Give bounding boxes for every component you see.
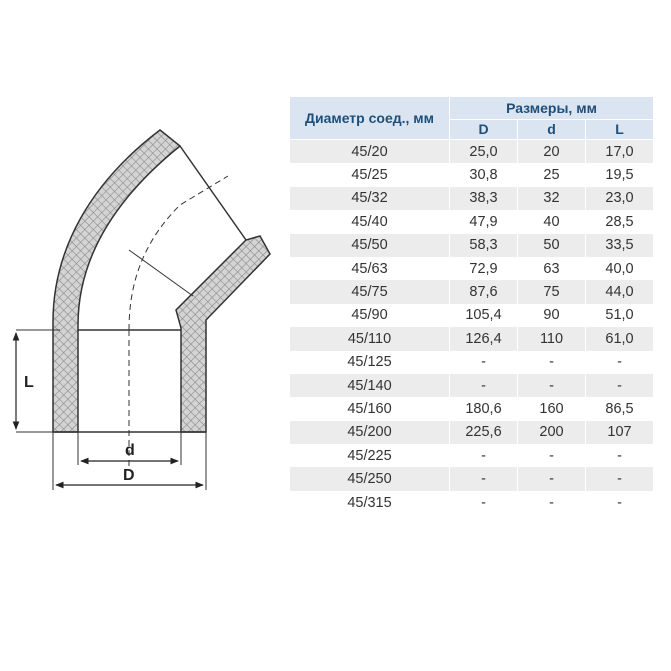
dimensions-table-wrap xyxy=(289,96,653,514)
cell-d: - xyxy=(518,374,586,397)
cell-L: 23,0 xyxy=(586,187,654,210)
cell-diameter: 45/225 xyxy=(290,444,450,467)
cell-L: - xyxy=(586,351,654,374)
cell-d: 90 xyxy=(518,304,586,327)
cell-L: - xyxy=(586,374,654,397)
dimensions-table xyxy=(289,96,654,514)
table-row xyxy=(290,140,654,164)
cell-d: 20 xyxy=(518,140,586,164)
cell-D: - xyxy=(450,444,518,467)
cell-diameter: 45/110 xyxy=(290,327,450,350)
cell-d: 25 xyxy=(518,163,586,186)
cell-D: 105,4 xyxy=(450,304,518,327)
cell-D: 87,6 xyxy=(450,280,518,303)
cell-diameter: 45/160 xyxy=(290,397,450,420)
cell-diameter: 45/200 xyxy=(290,421,450,444)
cell-D: - xyxy=(450,491,518,514)
table-row xyxy=(290,351,654,374)
cell-d: - xyxy=(518,467,586,490)
cell-L: 51,0 xyxy=(586,304,654,327)
cell-diameter: 45/32 xyxy=(290,187,450,210)
cell-D: - xyxy=(450,374,518,397)
table-row xyxy=(290,374,654,397)
cell-D: 58,3 xyxy=(450,234,518,257)
table-row xyxy=(290,280,654,303)
cell-d: 40 xyxy=(518,210,586,233)
cell-L: - xyxy=(586,444,654,467)
cell-d: 75 xyxy=(518,280,586,303)
table-row xyxy=(290,210,654,233)
cell-D: 72,9 xyxy=(450,257,518,280)
cell-D: 47,9 xyxy=(450,210,518,233)
cell-D: 30,8 xyxy=(450,163,518,186)
cell-diameter: 45/40 xyxy=(290,210,450,233)
table-row xyxy=(290,467,654,490)
cell-D: - xyxy=(450,351,518,374)
cell-d: 32 xyxy=(518,187,586,210)
header-sizes: Размеры, мм xyxy=(450,97,654,120)
cell-D: - xyxy=(450,467,518,490)
cell-L: 19,5 xyxy=(586,163,654,186)
table-row xyxy=(290,421,654,444)
header-col-d: d xyxy=(518,120,586,140)
header-col-D: D xyxy=(450,120,518,140)
cell-D: 225,6 xyxy=(450,421,518,444)
cell-L: 28,5 xyxy=(586,210,654,233)
cell-L: 33,5 xyxy=(586,234,654,257)
cell-D: 180,6 xyxy=(450,397,518,420)
cell-L: 107 xyxy=(586,421,654,444)
dim-label-d: d xyxy=(125,442,135,459)
table-row xyxy=(290,257,654,280)
table-row xyxy=(290,187,654,210)
cell-L: 86,5 xyxy=(586,397,654,420)
cell-L: 40,0 xyxy=(586,257,654,280)
table-row xyxy=(290,327,654,350)
cell-d: 160 xyxy=(518,397,586,420)
table-row xyxy=(290,163,654,186)
cell-diameter: 45/75 xyxy=(290,280,450,303)
cell-L: - xyxy=(586,467,654,490)
cell-diameter: 45/25 xyxy=(290,163,450,186)
cell-d: - xyxy=(518,444,586,467)
cell-diameter: 45/50 xyxy=(290,234,450,257)
cell-d: 200 xyxy=(518,421,586,444)
cell-diameter: 45/315 xyxy=(290,491,450,514)
cell-L: 61,0 xyxy=(586,327,654,350)
cell-d: 50 xyxy=(518,234,586,257)
cell-diameter: 45/250 xyxy=(290,467,450,490)
cell-d: - xyxy=(518,351,586,374)
table-row xyxy=(290,397,654,420)
cell-D: 126,4 xyxy=(450,327,518,350)
cell-D: 38,3 xyxy=(450,187,518,210)
dim-label-L: L xyxy=(24,374,34,391)
dim-label-D: D xyxy=(123,467,135,484)
cell-diameter: 45/90 xyxy=(290,304,450,327)
header-diameter: Диаметр соед., мм xyxy=(290,97,450,140)
cell-L: 17,0 xyxy=(586,140,654,164)
cell-L: - xyxy=(586,491,654,514)
cell-diameter: 45/20 xyxy=(290,140,450,164)
cell-d: 63 xyxy=(518,257,586,280)
table-row xyxy=(290,234,654,257)
header-col-L: L xyxy=(586,120,654,140)
cell-L: 44,0 xyxy=(586,280,654,303)
table-row xyxy=(290,304,654,327)
outer-wall xyxy=(53,130,180,432)
inner-wall xyxy=(176,236,270,432)
cell-diameter: 45/140 xyxy=(290,374,450,397)
cell-d: - xyxy=(518,491,586,514)
table-row xyxy=(290,491,654,514)
cell-diameter: 45/125 xyxy=(290,351,450,374)
cell-d: 110 xyxy=(518,327,586,350)
table-row xyxy=(290,444,654,467)
cell-diameter: 45/63 xyxy=(290,257,450,280)
cell-D: 25,0 xyxy=(450,140,518,164)
